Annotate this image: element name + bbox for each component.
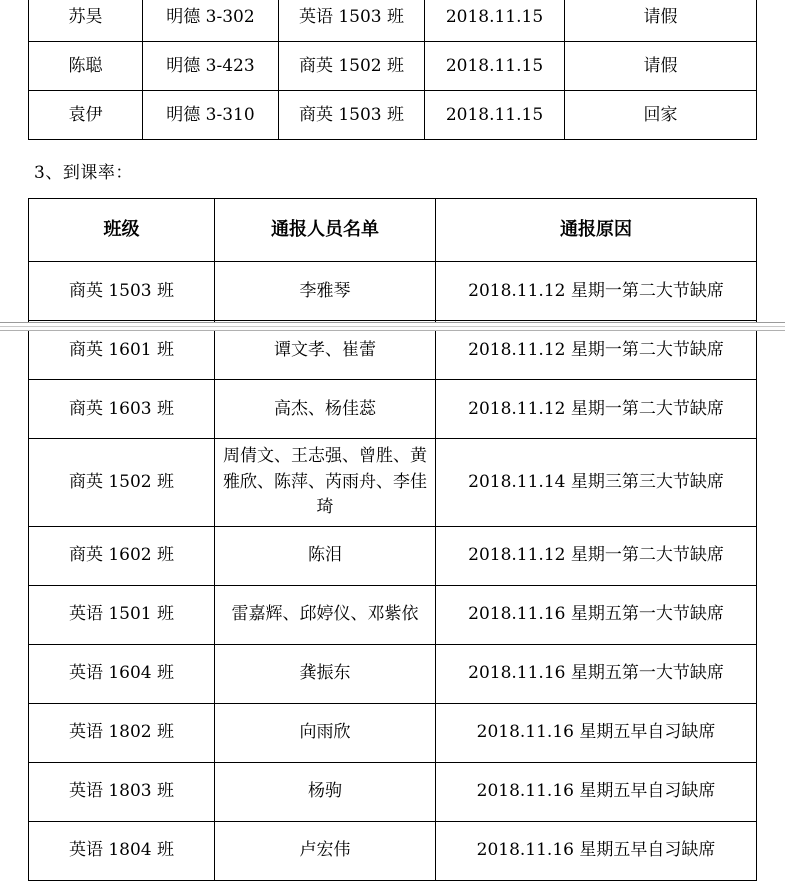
dorm-room: 明德 3-302	[143, 0, 279, 42]
table-row	[29, 321, 757, 380]
table-row	[29, 644, 757, 703]
absence-reason: 2018.11.16 星期五早自习缺席	[436, 703, 757, 762]
class-name: 商英 1502 班	[279, 42, 425, 91]
class-name: 英语 1804 班	[29, 821, 215, 880]
absence-reason: 2018.11.16 星期五第一大节缺席	[436, 644, 757, 703]
table-row	[29, 262, 757, 321]
class-name: 英语 1501 班	[29, 585, 215, 644]
student-names: 向雨欣	[215, 703, 436, 762]
class-name: 商英 1603 班	[29, 380, 215, 439]
class-name: 商英 1602 班	[29, 526, 215, 585]
leave-record-table	[28, 0, 757, 140]
table-row	[29, 585, 757, 644]
reason: 请假	[565, 42, 757, 91]
absence-reason: 2018.11.14 星期三第三大节缺席	[436, 439, 757, 527]
student-names: 周倩文、王志强、曾胜、黄雅欣、陈萍、芮雨舟、李佳琦	[215, 439, 436, 527]
date: 2018.11.15	[425, 0, 565, 42]
class-name: 英语 1803 班	[29, 762, 215, 821]
dorm-room: 明德 3-423	[143, 42, 279, 91]
attendance-table	[28, 198, 757, 881]
student-name: 苏昊	[29, 0, 143, 42]
dorm-room: 明德 3-310	[143, 91, 279, 140]
student-name: 陈聪	[29, 42, 143, 91]
absence-reason: 2018.11.16 星期五第一大节缺席	[436, 585, 757, 644]
table-header-row	[29, 199, 757, 262]
column-header-class: 班级	[29, 199, 215, 262]
table-row	[29, 380, 757, 439]
reason: 回家	[565, 91, 757, 140]
class-name: 英语 1503 班	[279, 0, 425, 42]
class-name: 英语 1604 班	[29, 644, 215, 703]
student-names: 李雅琴	[215, 262, 436, 321]
table-row	[29, 526, 757, 585]
column-header-reason: 通报原因	[436, 199, 757, 262]
absence-reason: 2018.11.12 星期一第二大节缺席	[436, 526, 757, 585]
reason: 请假	[565, 0, 757, 42]
student-names: 陈泪	[215, 526, 436, 585]
absence-reason: 2018.11.12 星期一第二大节缺席	[436, 321, 757, 380]
section-heading: 3、到课率：	[34, 163, 133, 183]
absence-reason: 2018.11.16 星期五早自习缺席	[436, 821, 757, 880]
table-row	[29, 762, 757, 821]
student-names: 龚振东	[215, 644, 436, 703]
absence-reason: 2018.11.16 星期五早自习缺席	[436, 762, 757, 821]
class-name: 商英 1503 班	[29, 262, 215, 321]
student-names: 杨驹	[215, 762, 436, 821]
class-name: 商英 1601 班	[29, 321, 215, 380]
student-name: 袁伊	[29, 91, 143, 140]
student-names: 高杰、杨佳蕊	[215, 380, 436, 439]
attendance-table-container	[28, 198, 756, 881]
student-names: 雷嘉辉、邱婷仪、邓紫依	[215, 585, 436, 644]
student-names: 卢宏伟	[215, 821, 436, 880]
table-row	[29, 42, 757, 91]
student-names: 谭文孝、崔蕾	[215, 321, 436, 380]
leave-record-table-container	[28, 0, 756, 140]
table-row	[29, 439, 757, 527]
column-header-names: 通报人员名单	[215, 199, 436, 262]
absence-reason: 2018.11.12 星期一第二大节缺席	[436, 262, 757, 321]
table-row	[29, 821, 757, 880]
table-row	[29, 703, 757, 762]
table-row	[29, 91, 757, 140]
date: 2018.11.15	[425, 42, 565, 91]
class-name: 英语 1802 班	[29, 703, 215, 762]
class-name: 商英 1502 班	[29, 439, 215, 527]
table-row	[29, 0, 757, 42]
date: 2018.11.15	[425, 91, 565, 140]
absence-reason: 2018.11.12 星期一第二大节缺席	[436, 380, 757, 439]
class-name: 商英 1503 班	[279, 91, 425, 140]
